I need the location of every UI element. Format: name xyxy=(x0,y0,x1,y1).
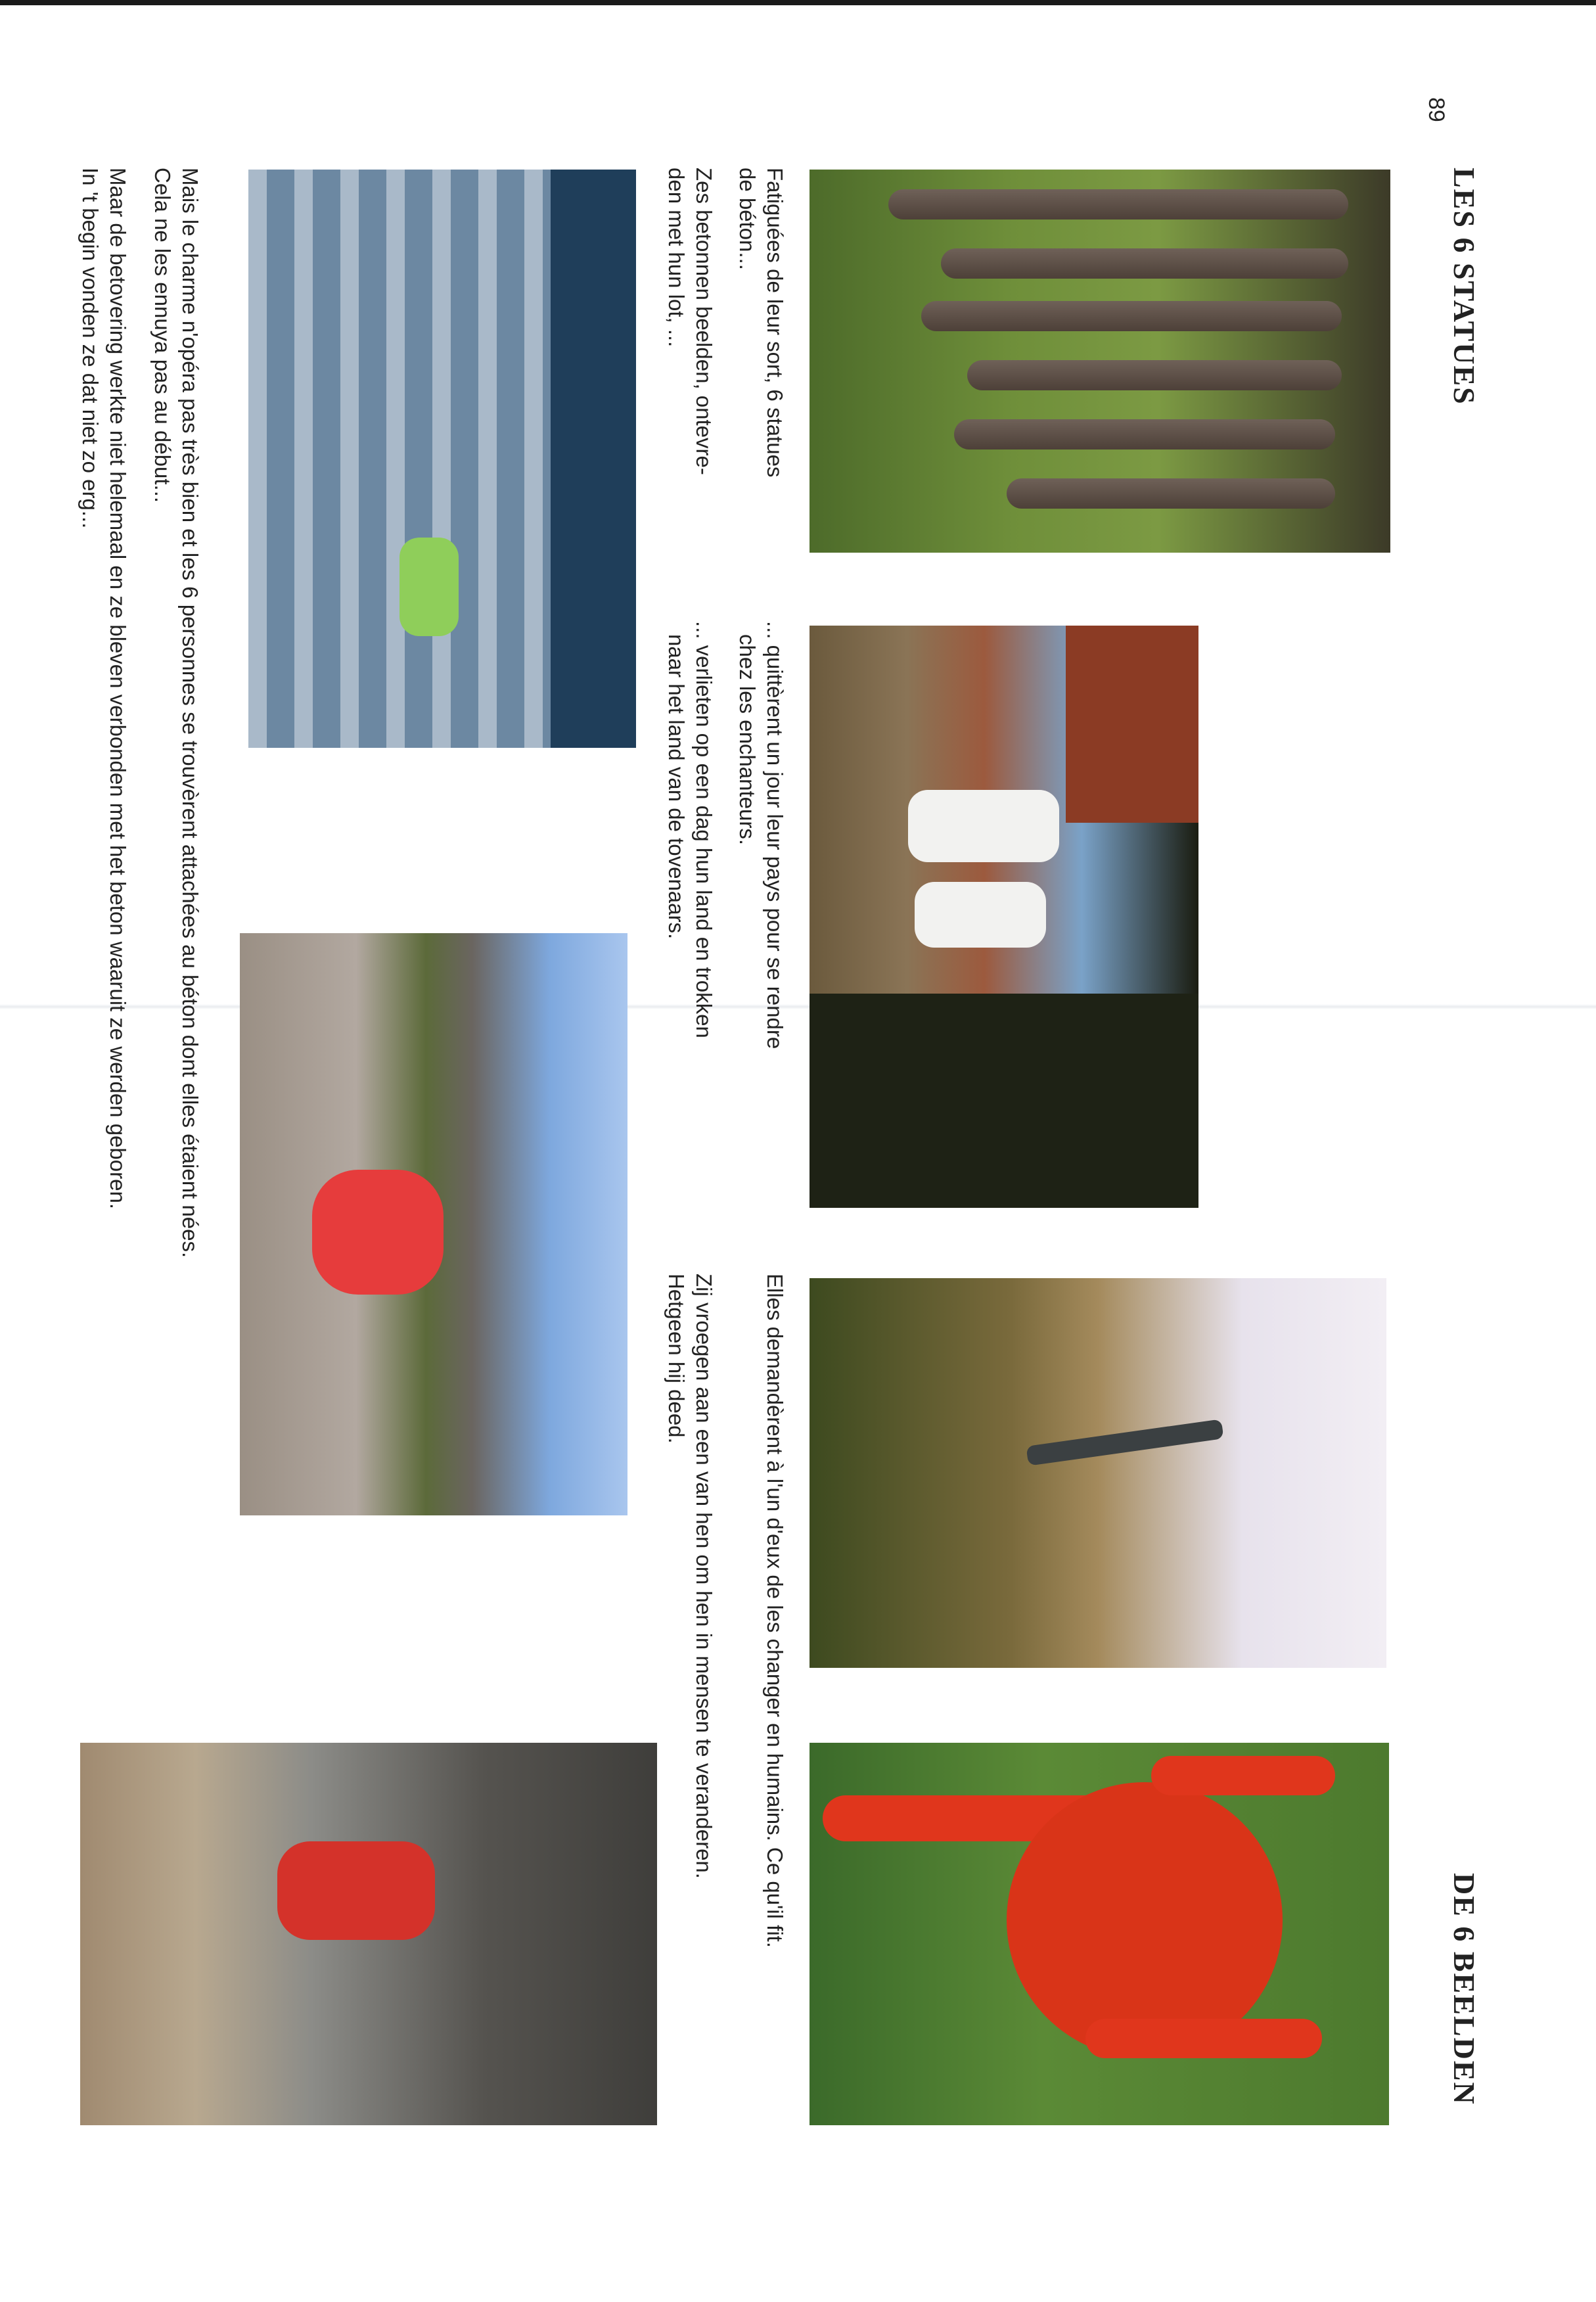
photo-girl-red-dress-plaza xyxy=(240,933,627,1515)
page-number: 89 xyxy=(1424,97,1449,122)
photo-girl-concrete-blocks xyxy=(80,1743,657,2125)
page-top-edge xyxy=(0,0,1596,5)
caption-french-1: Fatiguées de leur sort, 6 statues de béton... xyxy=(735,168,787,478)
caption-dutch-1: Zes betonnen beelden, ontevre- den met hun lot, ... xyxy=(664,168,716,475)
title-dutch: DE 6 BEELDEN xyxy=(1448,1873,1481,2106)
caption-dutch-3: Zij vroegen aan een van hen om hen in mensen te veranderen. Hetgeen hij deed. xyxy=(664,1274,716,1879)
caption-french-4: Mais le charme n'opéra pas très bien et les 6 personnes se trouvèrent attachées au béton dont elles étaient nées. Cela ne les ennuya pas au début... xyxy=(150,168,202,1258)
photo-concrete-statues xyxy=(809,170,1390,553)
caption-dutch-4: Maar de betovering werkte niet helemaal en ze bleven verbonden met het beton waaruit ze werden geboren. In 't begin vonden ze dat niet zo erg... xyxy=(78,168,130,1209)
caption-french-3: Elles demandèrent à l'un d'eux de les changer en humains. Ce qu'il fit. xyxy=(763,1274,787,1948)
photo-white-statues xyxy=(809,626,1198,1208)
photo-dry-plants-sculpture xyxy=(809,1278,1386,1668)
title-french: LES 6 STATUES xyxy=(1448,168,1481,405)
caption-dutch-2: ... verlieten op een dag hun land en trokken naar het land van de tovenaars. xyxy=(664,621,716,1038)
photo-red-sculpture xyxy=(809,1743,1389,2125)
caption-french-2: ... quittèrent un jour leur pays pour se rendre chez les enchanteurs. xyxy=(735,621,787,1049)
photo-girl-concrete-lattice xyxy=(248,170,636,748)
